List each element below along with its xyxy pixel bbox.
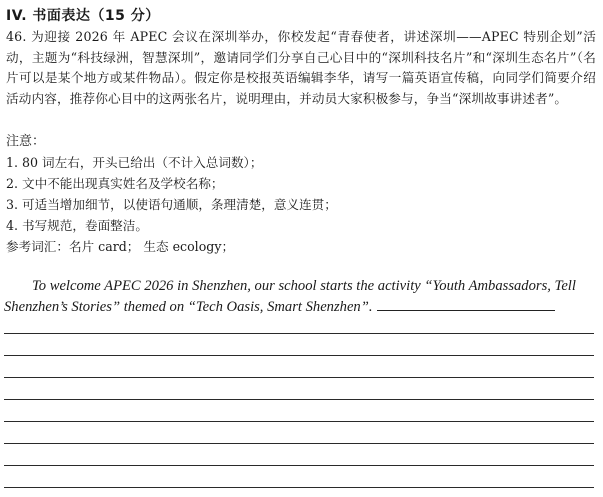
answer-line[interactable] — [4, 355, 594, 356]
essay-opening-block — [4, 276, 594, 318]
answer-line[interactable] — [4, 333, 594, 334]
reference-vocabulary: 参考词汇：名片 card； 生态 ecology； — [6, 239, 235, 254]
essay-opening: To welcome APEC 2026 in Shenzhen, our school starts the activity “Youth Ambassadors, Tell Shenzhen’s Stories” themed on “Tech Oasis, Smart Shenzhen”. — [4, 278, 576, 315]
answer-line-first[interactable] — [377, 298, 555, 311]
note-item: 3. 可适当增加细节，以使语句通顺，条理清楚，意义连贯； — [6, 197, 337, 212]
notes-title: 注意： — [6, 134, 46, 149]
note-item: 1. 80 词左右，开头已给出（不计入总词数）； — [6, 155, 263, 170]
answer-line[interactable] — [4, 399, 594, 400]
answer-line[interactable] — [4, 465, 594, 466]
task-prompt: 46. 为迎接 2026 年 APEC 会议在深圳举办，你校发起“青春使者，讲述深圳——APEC 特别企划”活动，主题为“科技绿洲，智慧深圳”，邀请同学们分享自己心目中的“深圳科技名片”和“深圳生态名片”（名片可以是某个地方或某件物品）。假定你是校报英语编辑李华，请写一篇英语宣传稿，向同学们简要介绍活动内容，推荐你心目中的这两张名片，说明理由，并动员大家积极参与，争当“深圳故事讲述者”。 — [6, 29, 596, 106]
answer-line[interactable] — [4, 377, 594, 378]
section-heading: IV. 书面表达（15 分） — [6, 8, 160, 24]
answer-line[interactable] — [4, 421, 594, 422]
answer-line[interactable] — [4, 487, 594, 488]
note-item: 4. 书写规范，卷面整洁。 — [6, 218, 148, 233]
answer-line[interactable] — [4, 443, 594, 444]
note-item: 2. 文中不能出现真实姓名及学校名称； — [6, 176, 224, 191]
